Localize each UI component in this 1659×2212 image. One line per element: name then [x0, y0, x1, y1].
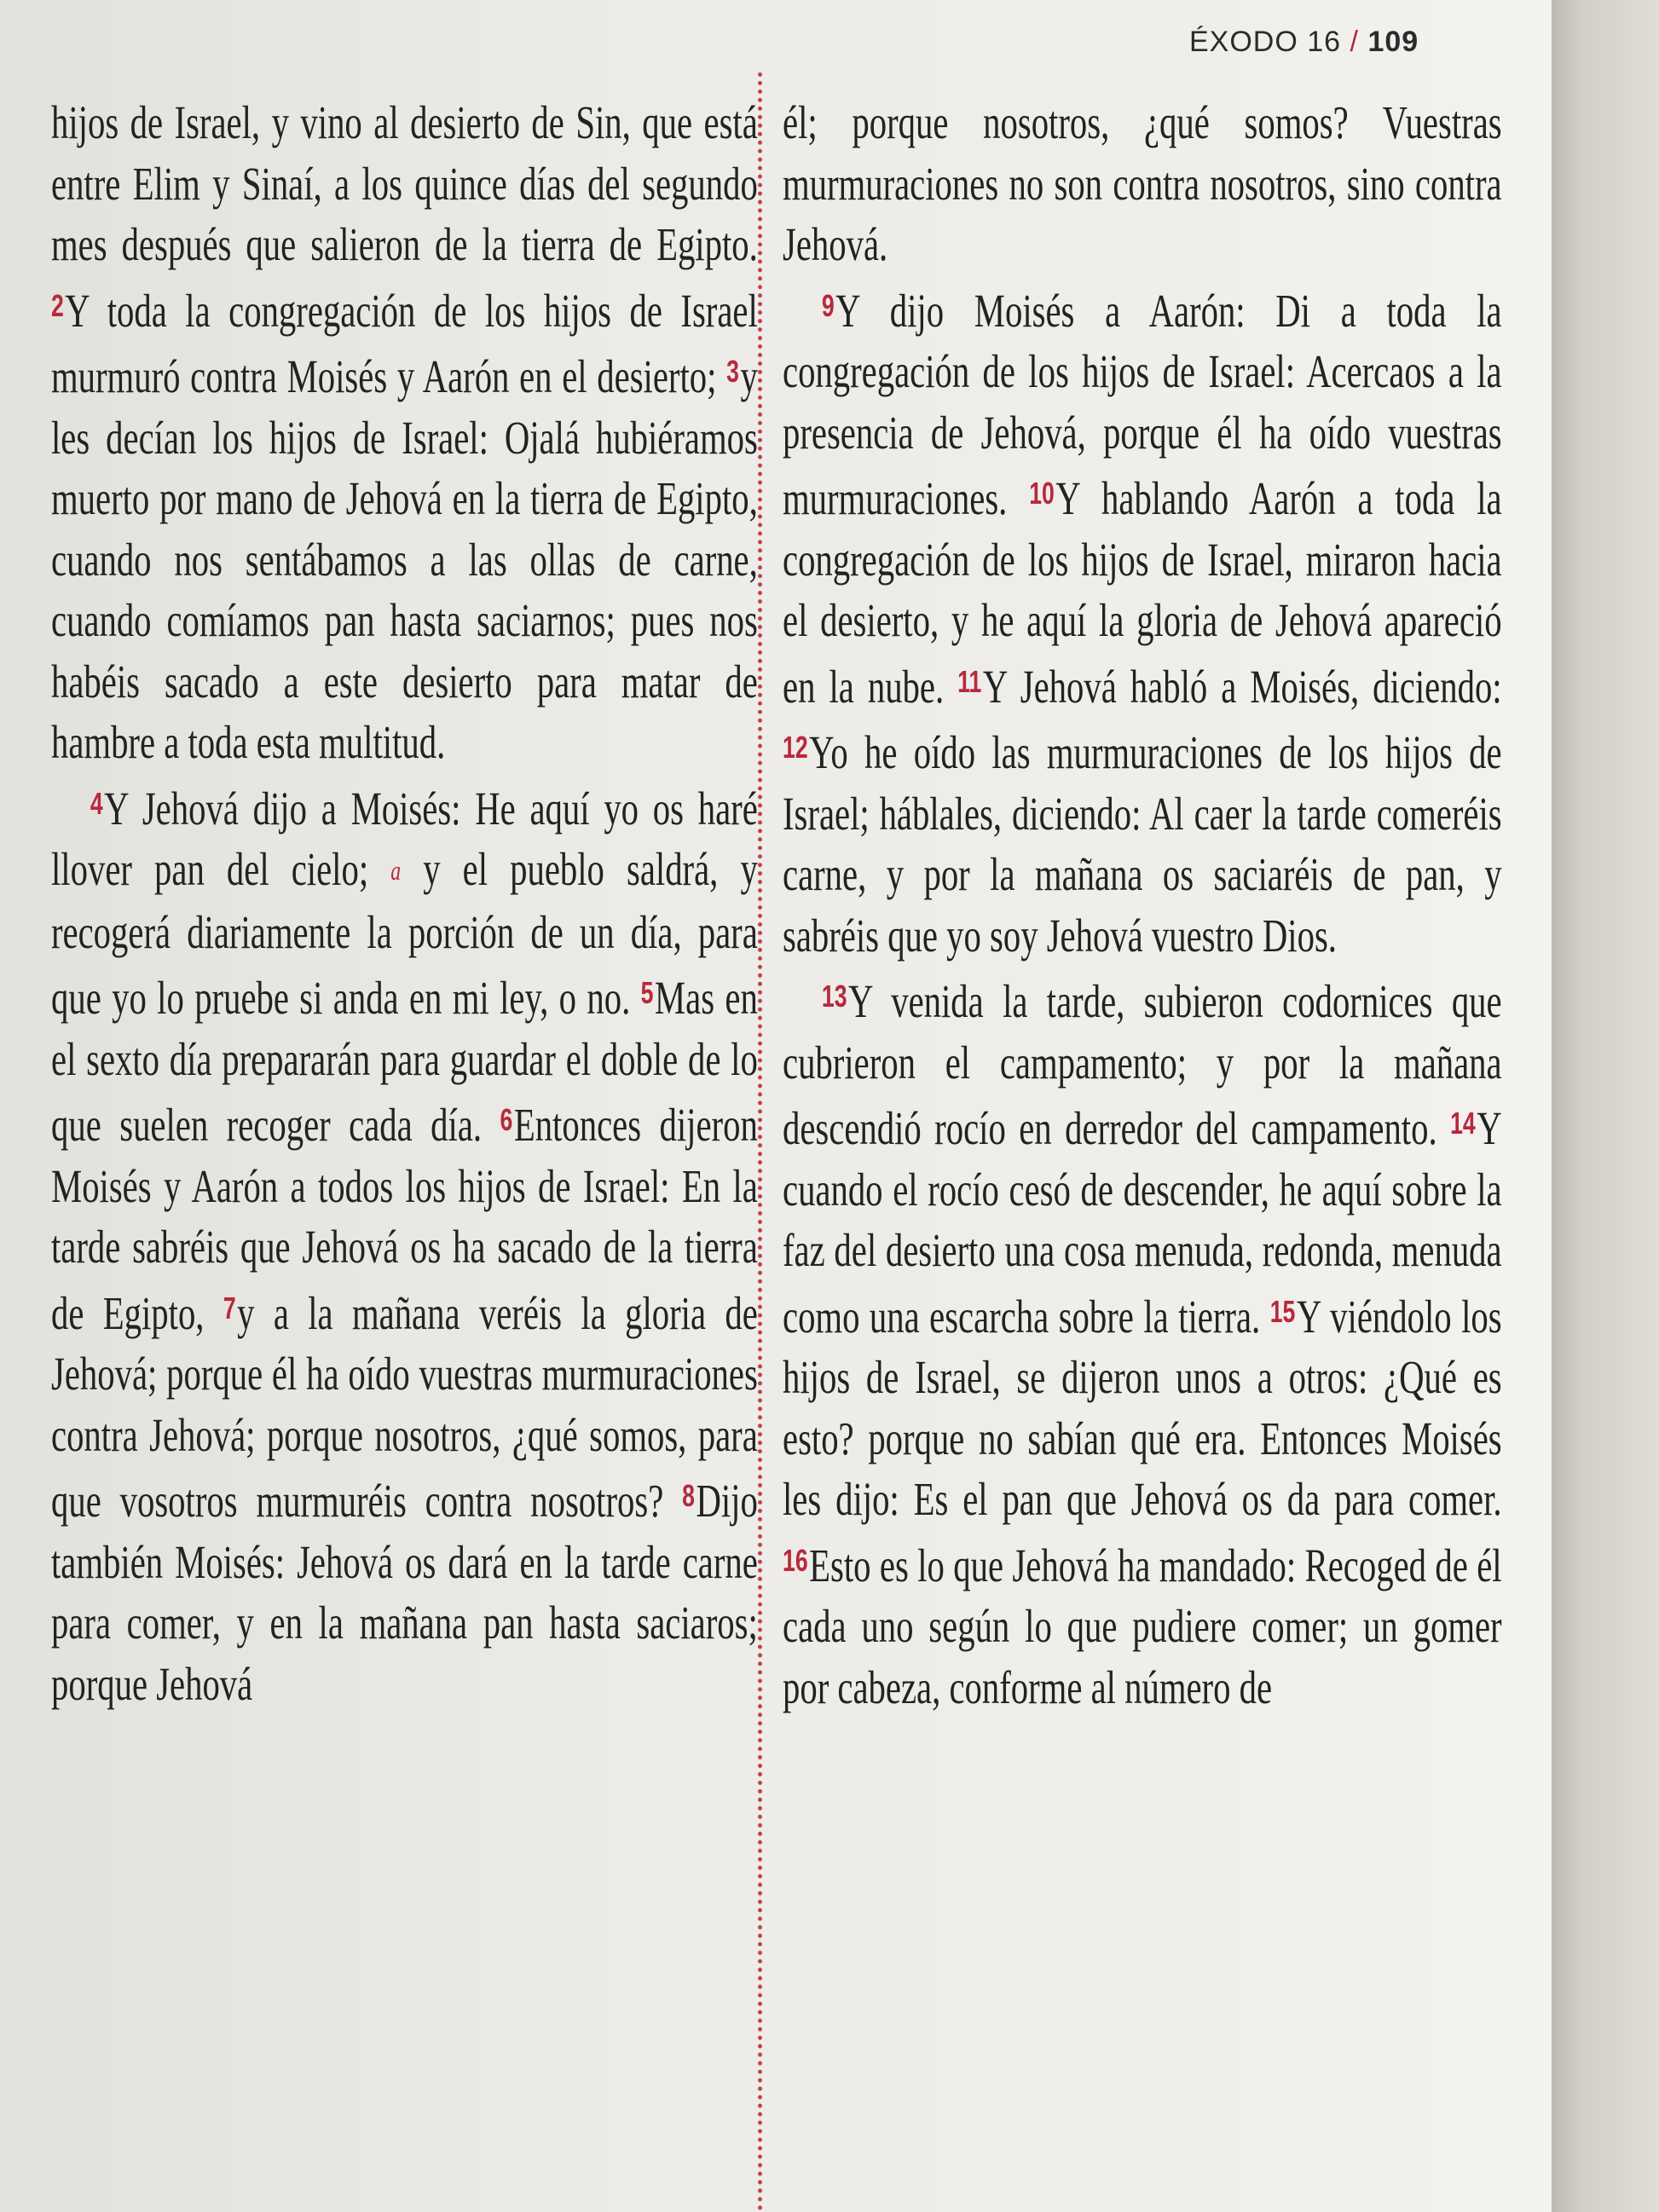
verse-number: 14 — [1450, 1106, 1476, 1141]
verse-number: 10 — [1029, 476, 1055, 511]
verse-number: 3 — [726, 354, 739, 389]
paragraph — [783, 966, 1502, 1718]
right-column — [783, 92, 1502, 1718]
verse-text: y a la mañana veréis la gloria de Jehová; porque él ha oído vuestras murmuraciones contra Jehová; porque nosotros, ¿qué somos, para que vosotros murmuréis contra nosotros? — [51, 1286, 758, 1527]
chapter-number: 16 — [1307, 26, 1342, 58]
verse-text: Esto es lo que Jehová ha mandado: Recoged de él cada uno según lo que pudiere comer; un gomer por cabeza, conforme al número de — [783, 1539, 1502, 1713]
header-separator: / — [1350, 26, 1359, 58]
column-divider — [758, 72, 762, 2212]
verse-text: Mas en el sexto día prepararán para guardar el doble de lo que suelen recoger cada día. — [51, 972, 758, 1151]
page-edge-shadow — [1552, 0, 1659, 2212]
verse-number: 6 — [500, 1102, 513, 1137]
verse-text: Dijo también Moisés: Jehová os dará en la tarde carne para comer, y en la mañana pan hasta saciaros; porque Jehová — [51, 1475, 758, 1710]
verse-number: 8 — [682, 1478, 695, 1513]
verse-number: 13 — [821, 979, 847, 1014]
verse-text: hijos de Israel, y vino al desierto de Sin, que está entre Elim y Sinaí, a los quince días del segundo mes después que salieron de la tierra de Egipto. — [51, 96, 758, 270]
verse-text: y les decían los hijos de Israel: Ojalá hubiéramos muerto por mano de Jehová en la tierra de Egipto, cuando nos sentábamos a las ollas de carne, cuando comíamos pan hasta saciarnos; pues nos habéis sacado a este desierto para matar de hambre a toda esta multitud. — [51, 350, 758, 768]
paragraph — [783, 92, 1502, 275]
paragraph — [783, 275, 1502, 967]
verse-number: 2 — [51, 287, 64, 323]
verse-number: 15 — [1269, 1293, 1296, 1329]
verse-number: 11 — [957, 663, 982, 699]
verse-text: Y Jehová dijo a Moisés: He aquí yo os haré llover pan del cielo; — [51, 782, 758, 895]
verse-number: 4 — [90, 785, 103, 821]
verse-text: Y Jehová habló a Moisés, diciendo: — [982, 660, 1502, 713]
verse-text: Y dijo Moisés a Aarón: Di a toda la congregación de los hijos de Israel: Acercaos a la presencia de Jehová, porque él ha oído vuestras murmuraciones. — [783, 284, 1502, 524]
verse-number: 12 — [783, 730, 808, 765]
page-number: 109 — [1367, 26, 1419, 58]
verse-text: Y venida la tarde, subieron codornices que cubrieron el campamento; y por la mañana descendió rocío en derredor del campamento. — [783, 975, 1502, 1154]
running-header — [1189, 26, 1462, 59]
verse-text: él; porque nosotros, ¿qué somos? Vuestras murmuraciones no son contra nosotros, sino contra Jehová. — [783, 96, 1502, 270]
verse-text: Y cuando el rocío cesó de descender, he aquí sobre la faz del desierto una cosa menuda, redonda, menuda como una escarcha sobre la tierra. — [783, 1102, 1502, 1343]
paragraph — [51, 92, 758, 773]
verse-number: 16 — [783, 1542, 808, 1578]
verse-text: Y hablando Aarón a toda la congregación de los hijos de Israel, miraron hacia el desierto, y he aquí la gloria de Jehová apareció en la nube. — [783, 472, 1502, 713]
verse-text: y el pueblo saldrá, y recogerá diariamente la porción de un día, para que yo lo pruebe si anda en mi ley, o no. — [51, 843, 758, 1024]
verse-text: Y toda la congregación de los hijos de Israel murmuró contra Moisés y Aarón en el desierto; — [51, 284, 758, 402]
verse-number: 7 — [223, 1290, 236, 1325]
left-column — [51, 92, 758, 1714]
verse-text: Entonces dijeron Moisés y Aarón a todos los hijos de Israel: En la tarde sabréis que Jehová os ha sacado de la tierra de Egipto, — [51, 1099, 758, 1339]
verse-number: 5 — [640, 975, 654, 1010]
verse-text: Yo he oído las murmuraciones de los hijos de Israel; háblales, diciendo: Al caer la tarde comeréis carne, y por la mañana os saciaréis de pan, y sabréis que yo soy Jehová vuestro Dios. — [783, 726, 1502, 962]
book-name: ÉXODO — [1189, 26, 1298, 58]
verse-number: 9 — [821, 287, 835, 323]
cross-reference-marker: a — [390, 855, 402, 886]
paragraph — [51, 773, 758, 1715]
verse-text: Y viéndolo los hijos de Israel, se dijeron unos a otros: ¿Qué es esto? porque no sabían qué era. Entonces Moisés les dijo: Es el pan que Jehová os da para comer. — [783, 1290, 1502, 1525]
